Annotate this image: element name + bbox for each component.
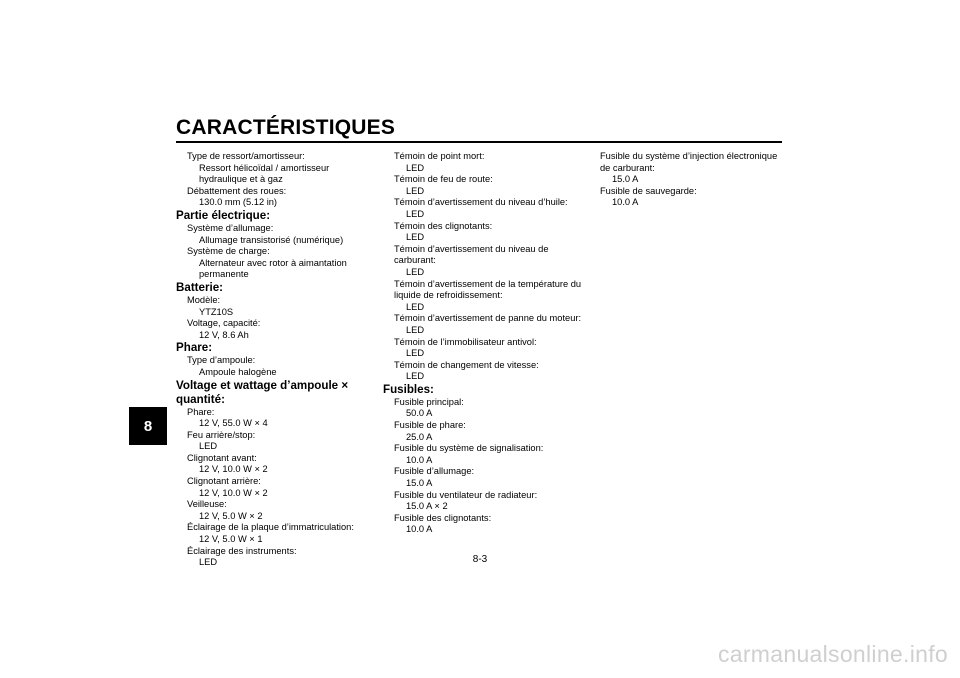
spec-label: Fusible de phare: <box>394 420 466 431</box>
section-heading: Phare: <box>176 341 213 355</box>
spec-value: LED <box>406 185 425 196</box>
spec-label: Clignotant avant: <box>187 452 257 463</box>
watermark: carmanualsonline.info <box>717 641 948 667</box>
spec-label: Feu arrière/stop: <box>187 429 256 440</box>
spec-label: Éclairage de la plaque d’immatriculation: <box>187 522 354 533</box>
spec-label: Éclairage des instruments: <box>187 545 297 556</box>
spec-label: Fusible des clignotants: <box>394 512 492 523</box>
spec-label: Témoin de feu de route: <box>394 174 493 185</box>
spec-value: LED <box>406 324 425 335</box>
spec-label: Témoin d’avertissement de la température du liquide de refroidissement: <box>394 278 582 301</box>
spec-value: LED <box>406 348 425 359</box>
spec-value: 12 V, 10.0 W × 2 <box>199 487 268 498</box>
spec-value: 130.0 mm (5.12 in) <box>199 197 278 208</box>
spec-label: Système d’allumage: <box>187 222 274 233</box>
spec-label: Fusible principal: <box>394 396 464 407</box>
spec-column-3 <box>589 151 784 209</box>
spec-label: Témoin de l’immobilisateur antivol: <box>394 336 537 347</box>
spec-label: Fusible du système de signalisation: <box>394 443 544 454</box>
spec-value: 12 V, 8.6 Ah <box>199 329 249 340</box>
spec-value: 12 V, 5.0 W × 2 <box>199 510 263 521</box>
chapter-number: 8 <box>143 417 153 435</box>
spec-label: Voltage, capacité: <box>187 318 261 329</box>
spec-value: 12 V, 10.0 W × 2 <box>199 464 268 475</box>
spec-label: Type de ressort/amortisseur: <box>187 151 305 161</box>
title-divider <box>176 141 782 143</box>
spec-label: Témoin de point mort: <box>394 151 485 161</box>
spec-value: YTZ10S <box>199 306 234 317</box>
spec-label: Témoin d’avertissement du niveau d’huile: <box>394 197 568 208</box>
spec-value: 15.0 A <box>406 478 433 489</box>
section-heading: Fusibles: <box>383 382 434 396</box>
spec-value: Ressort hélicoïdal / amortisseur hydraulique et à gaz <box>199 162 330 185</box>
spec-value: LED <box>199 441 218 452</box>
spec-value: Allumage transistorisé (numérique) <box>199 234 344 245</box>
spec-label: Type d’ampoule: <box>187 355 256 366</box>
spec-value: LED <box>199 557 218 568</box>
spec-value: Alternateur avec rotor à aimantation permanente <box>199 257 347 280</box>
spec-value: 50.0 A <box>406 408 433 419</box>
spec-value: 25.0 A <box>406 431 433 442</box>
section-heading: Partie électrique: <box>176 208 271 222</box>
spec-column-2 <box>383 151 583 536</box>
section-heading: Voltage et wattage d’ampoule × quantité: <box>176 378 349 406</box>
spec-value: LED <box>406 266 425 277</box>
spec-value: 10.0 A <box>612 197 639 208</box>
spec-label: Fusible du système d’injection électronique de carburant: <box>600 151 778 173</box>
section-heading: Batterie: <box>176 280 224 294</box>
spec-label: Témoin des clignotants: <box>394 220 493 231</box>
page-number: 8-3 <box>472 554 488 565</box>
spec-label: Système de charge: <box>187 246 270 257</box>
spec-value: 10.0 A <box>406 454 433 465</box>
spec-label: Fusible d’allumage: <box>394 466 475 477</box>
spec-label: Phare: <box>187 406 215 417</box>
spec-value: 15.0 A × 2 <box>406 501 448 512</box>
spec-label: Fusible du ventilateur de radiateur: <box>394 489 538 500</box>
spec-label: Témoin d’avertissement de panne du moteur: <box>394 313 582 324</box>
spec-value: 15.0 A <box>612 174 639 185</box>
spec-label: Débattement des roues: <box>187 185 287 196</box>
page-title: CARACTÉRISTIQUES <box>176 116 396 139</box>
spec-value: 10.0 A <box>406 524 433 535</box>
spec-label: Témoin de changement de vitesse: <box>394 359 539 370</box>
spec-value: 12 V, 55.0 W × 4 <box>199 418 268 429</box>
spec-label: Veilleuse: <box>187 499 227 510</box>
spec-label: Modèle: <box>187 294 221 305</box>
spec-value: Ampoule halogène <box>199 366 277 377</box>
spec-column-1 <box>176 151 376 569</box>
chapter-tab <box>129 407 167 445</box>
spec-value: LED <box>406 208 425 219</box>
spec-label: Fusible de sauvegarde: <box>600 185 697 196</box>
spec-value: 12 V, 5.0 W × 1 <box>199 534 263 545</box>
spec-value: LED <box>406 232 425 243</box>
spec-value: LED <box>406 371 425 382</box>
spec-label: Témoin d’avertissement du niveau de carburant: <box>394 243 549 266</box>
spec-value: LED <box>406 162 425 173</box>
spec-value: LED <box>406 301 425 312</box>
spec-label: Clignotant arrière: <box>187 476 261 487</box>
